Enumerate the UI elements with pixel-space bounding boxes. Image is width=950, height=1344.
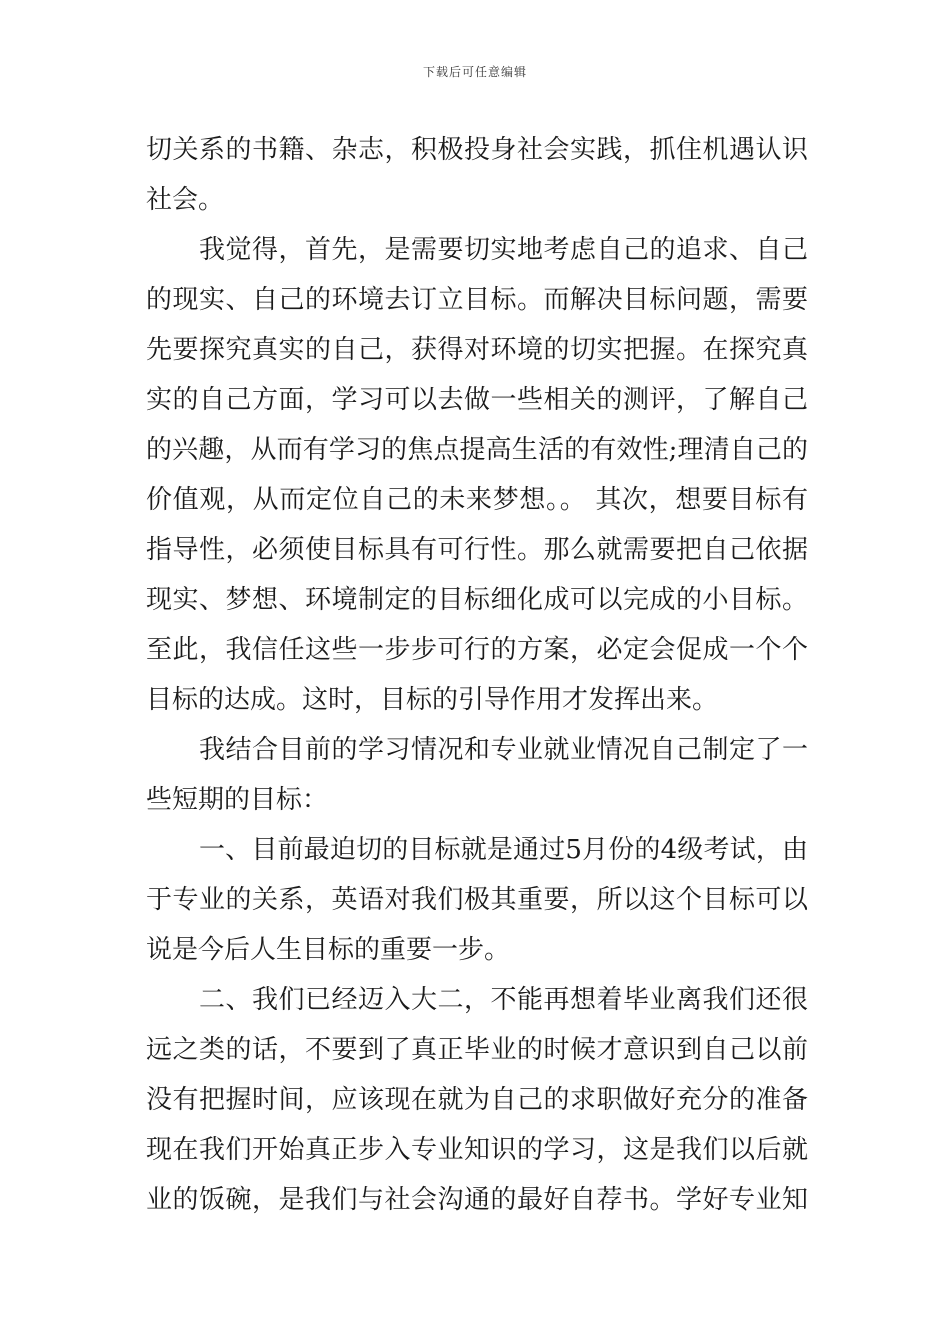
text-line: 业的饭碗，是我们与社会沟通的最好自荐书。学好专业知 — [146, 1185, 808, 1215]
text-line: 一、目前最迫切的目标就是通过5月份的4级考试，由 — [199, 835, 808, 865]
text-line: 远之类的话，不要到了真正毕业的时候才意识到自己以前 — [146, 1035, 808, 1065]
text-line: 现在我们开始真正步入专业知识的学习，这是我们以后就 — [146, 1135, 808, 1165]
text-line: 说是今后人生目标的重要一步。 — [146, 935, 511, 965]
text-line: 指导性，必须使目标具有可行性。那么就需要把自己依据 — [146, 535, 808, 565]
text-line: 现实、梦想、环境制定的目标细化成可以完成的小目标。 — [146, 585, 808, 615]
text-line: 实的自己方面，学习可以去做一些相关的测评，了解自己 — [146, 385, 808, 415]
text-line: 我结合目前的学习情况和专业就业情况自己制定了一 — [199, 735, 808, 765]
text-line: 没有把握时间，应该现在就为自己的求职做好充分的准备 — [146, 1085, 808, 1115]
text-line: 的兴趣，从而有学习的焦点提高生活的有效性;理清自己的 — [146, 435, 808, 465]
text-line: 目标的达成。这时，目标的引导作用才发挥出来。 — [146, 685, 719, 715]
text-line: 些短期的目标： — [146, 785, 329, 815]
text-line: 社会。 — [146, 185, 225, 215]
page-header: 下载后可任意编辑 — [422, 65, 527, 79]
text-line: 的现实、自己的环境去订立目标。而解决目标问题，需要 — [146, 285, 808, 315]
text-line: 我觉得，首先，是需要切实地考虑自己的追求、自己 — [199, 235, 808, 265]
text-line: 价值观，从而定位自己的未来梦想。。 其次，想要目标有 — [146, 485, 808, 515]
text-line: 先要探究真实的自己，获得对环境的切实把握。在探究真 — [146, 335, 808, 365]
text-line: 切关系的书籍、杂志，积极投身社会实践，抓住机遇认识 — [146, 135, 808, 165]
text-line: 于专业的关系，英语对我们极其重要，所以这个目标可以 — [146, 885, 808, 915]
document-body — [146, 125, 808, 1225]
text-line: 二、我们已经迈入大二，不能再想着毕业离我们还很 — [199, 985, 808, 1015]
text-line: 至此，我信任这些一步步可行的方案，必定会促成一个个 — [146, 635, 808, 665]
